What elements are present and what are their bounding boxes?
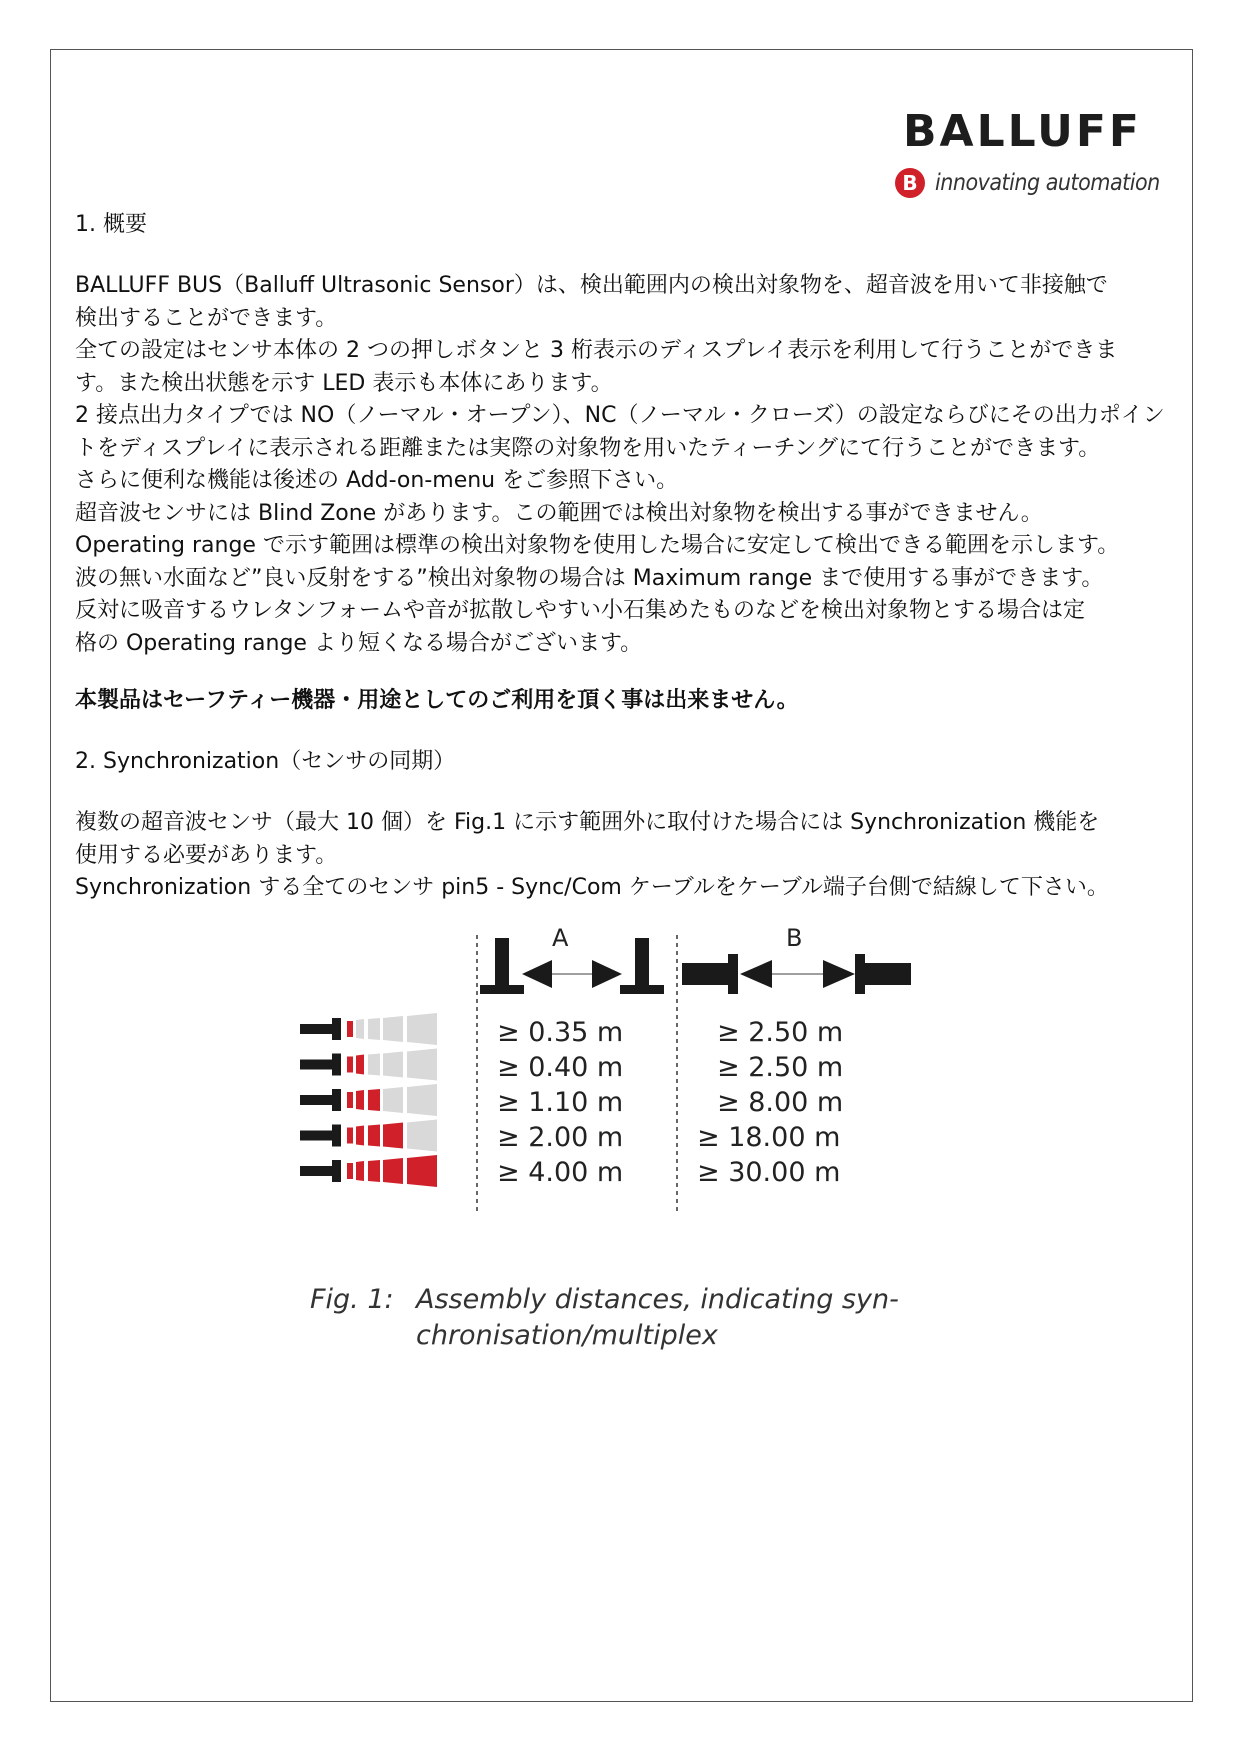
paragraph-line: 2 接点出力タイプでは NO（ノーマル・オープン）、NC（ノーマル・クローズ）の設定ならびにその出力ポイン [75, 403, 1165, 428]
distance-b-value: ≥ 2.50 m [717, 1052, 844, 1083]
paragraph-line: 使用する必要があります。 [75, 842, 338, 868]
beam-segment [356, 1161, 364, 1181]
distance-a-value: ≥ 0.35 m [497, 1017, 624, 1048]
beam-segment [383, 1087, 403, 1113]
paragraph-line: さらに便利な機能は後述の Add-on-menu をご参照下さい。 [75, 468, 679, 493]
sensor-body-icon [300, 1131, 334, 1141]
distance-b-value: ≥ 18.00 m [697, 1122, 841, 1153]
beam-segment [368, 1054, 380, 1076]
distance-a-value: ≥ 1.10 m [497, 1087, 624, 1118]
sensor-body-icon [300, 1060, 334, 1070]
logo-tagline: innovating automation [935, 170, 1160, 196]
figure-caption-line2: chronisation/multiplex [416, 1320, 718, 1351]
sensor-body-icon [300, 1095, 334, 1105]
distance-a-value: ≥ 2.00 m [497, 1122, 624, 1153]
paragraph-line: 反対に吸音するウレタンフォームや音が拡散しやすい小石集めたものなどを検出対象物とする場合は定 [75, 598, 1086, 623]
beam-segment [347, 1128, 353, 1144]
beam-segment [383, 1016, 403, 1042]
paragraph-line: 複数の超音波センサ（最大 10 個）を Fig.1 に示す範囲外に取付けた場合には Synchronization 機能を [75, 810, 1100, 835]
sensor-rows [300, 1013, 437, 1187]
sensor-head-icon [332, 1089, 341, 1111]
paragraph-line: Operating range で示す範囲は標準の検出対象物を使用した場合に安定して検出できる範囲を示します。 [75, 533, 1120, 558]
sensor-row [300, 1155, 437, 1187]
sensor-row [300, 1013, 437, 1045]
safety-warning: 本製品はセーフティー機器・用途としてのご利用を頂く事は出来ません。 [75, 688, 799, 713]
distance-b-diagram-icon [682, 954, 911, 994]
section1-heading: 1. 概要 [75, 212, 147, 237]
distance-b-value: ≥ 8.00 m [717, 1087, 844, 1118]
distance-a-diagram-icon [480, 938, 664, 994]
beam-segment [407, 1155, 437, 1187]
beam-segment [347, 1163, 353, 1179]
paragraph-line: 超音波センサには Blind Zone があります。この範囲では検出対象物を検出する事ができません。 [75, 500, 1043, 526]
balluff-logo [895, 108, 1160, 203]
sensor-row [300, 1084, 437, 1116]
distance-b-value: ≥ 2.50 m [717, 1017, 844, 1048]
sensor-head-icon [332, 1160, 341, 1182]
paragraph-line: 全ての設定はセンサ本体の 2 つの押しボタンと 3 桁表示のディスプレイ表示を利用して行うことができま [75, 338, 1118, 363]
assembly-distance-figure [300, 924, 940, 1351]
distance-a-value: ≥ 0.40 m [497, 1052, 624, 1083]
sensor-row [300, 1049, 437, 1081]
sensor-body-icon [300, 1024, 334, 1034]
paragraph-line: トをディスプレイに表示される距離または実際の対象物を用いたティーチングにて行うことができます。 [75, 435, 1101, 461]
beam-segment [368, 1125, 380, 1147]
label-a: A [552, 924, 569, 952]
beam-segment [356, 1019, 364, 1039]
logo-tag [895, 166, 1160, 200]
paragraph-line: 波の無い水面など”良い反射をする”検出対象物の場合は Maximum range まで使用する事ができます。 [75, 565, 1104, 591]
beam-segment [383, 1123, 403, 1149]
figure-caption-label: Fig. 1: [310, 1284, 394, 1315]
beam-segment [356, 1090, 364, 1110]
beam-segment [347, 1057, 353, 1073]
balluff-b-icon: B [895, 168, 925, 198]
beam-segment [383, 1052, 403, 1078]
sensor-head-icon [332, 1054, 341, 1076]
paragraph-line: Synchronization する全てのセンサ pin5 - Sync/Com ケーブルをケーブル端子台側で結線して下さい。 [75, 875, 1109, 900]
distance-b-value: ≥ 30.00 m [697, 1157, 841, 1188]
beam-segment [347, 1092, 353, 1108]
sensor-head-icon [332, 1125, 341, 1147]
paragraph-line: BALLUFF BUS（Balluff Ultrasonic Sensor）は、検出範囲内の検出対象物を、超音波を用いて非接触で [75, 273, 1108, 298]
beam-segment [407, 1013, 437, 1045]
paragraph-line: 格の Operating range より短くなる場合がございます。 [75, 630, 643, 656]
beam-segment [368, 1018, 380, 1040]
beam-segment [407, 1049, 437, 1081]
label-b: B [786, 924, 803, 952]
beam-segment [356, 1126, 364, 1146]
beam-segment [347, 1021, 353, 1037]
beam-segment [356, 1055, 364, 1075]
beam-segment [407, 1084, 437, 1116]
figure-caption-line1: Assembly distances, indicating syn- [416, 1284, 899, 1315]
distance-a-value: ≥ 4.00 m [497, 1157, 624, 1188]
sensor-body-icon [300, 1166, 334, 1176]
paragraph-line: 検出することができます。 [75, 305, 338, 331]
beam-segment [368, 1089, 380, 1111]
beam-segment [383, 1158, 403, 1184]
paragraph-line: す。また検出状態を示す LED 表示も本体にあります。 [75, 370, 613, 396]
section2-heading: 2. Synchronization（センサの同期） [75, 749, 456, 774]
sensor-head-icon [332, 1018, 341, 1040]
logo-wordmark: BALLUFF [903, 106, 1142, 157]
beam-segment [407, 1120, 437, 1152]
sensor-row [300, 1120, 437, 1152]
beam-segment [368, 1160, 380, 1182]
